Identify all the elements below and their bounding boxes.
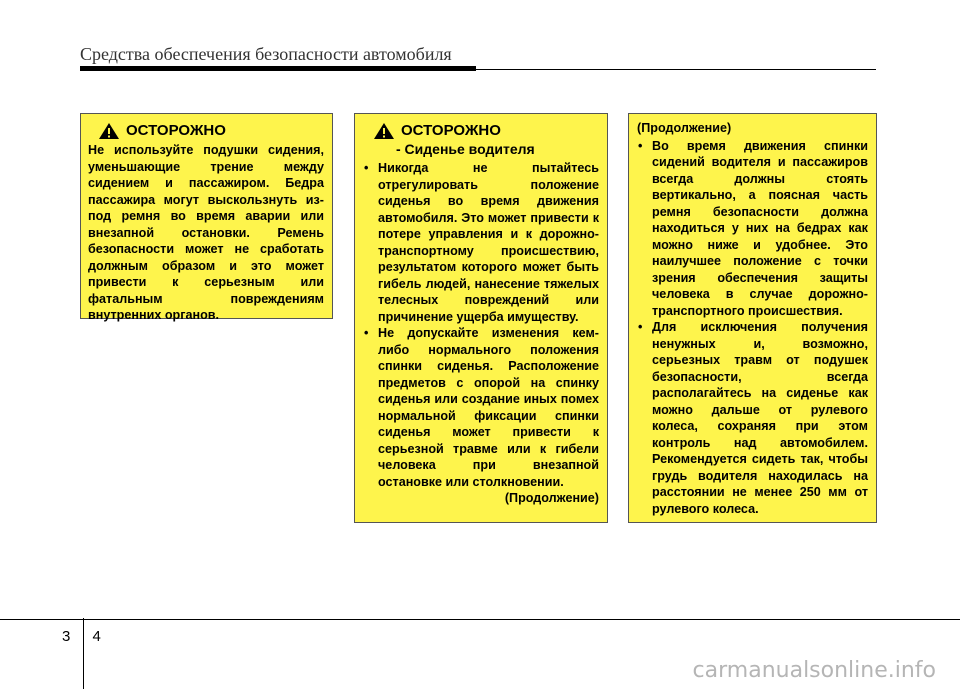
watermark: carmanualsonline.info (692, 658, 936, 683)
warning-title: ОСТОРОЖНО (126, 121, 226, 139)
warning-heading (88, 122, 324, 140)
page-number: 3 4 (62, 628, 110, 645)
page-header-title: Средства обеспечения безопасности автомобиля (80, 44, 452, 64)
warning-box-continued (628, 113, 877, 523)
warning-text: Не используйте подушки сидения, уменьшающие трение между сидением и пассажиром. Бедра пассажира могут выскользнуть из-под ремня во время аварии или внезапной остановки. Ремень безопасности может не сработать должным образом и это может привести к серьезным или фатальным повреждениям внутренних органов. (88, 143, 324, 322)
warning-triangle-icon (98, 122, 120, 140)
warning-bullet-list (637, 138, 868, 518)
warning-box-driver-seat (354, 113, 608, 523)
continued-label: (Продолжение) (637, 121, 732, 135)
warning-triangle-icon (373, 122, 395, 140)
header-rule-thin (476, 69, 876, 70)
bullet-item: • Не допускайте изменения кем-либо нормального положения спинки сиденья. Расположение предметов с опорой на спинку сиденья или создание иных помех нормальной фиксации спинки сиденья может привести к серьезной травме или к гибели человека при внезапной остановке или столкновении. (363, 325, 599, 490)
footer-rule (0, 619, 960, 620)
warning-bullet-list (363, 160, 599, 490)
warning-title: ОСТОРОЖНО (401, 121, 501, 139)
bullet-item: • Для исключения получения ненужных и, возможно, серьезных травм от подушек безопасности, всегда располагайтесь на сиденье как можно дальше от рулевого колеса, сохраняя при этом контроль над автомобилем. Рекомендуется сидеть так, чтобы грудь водителя находилась на расстоянии не менее 250 мм от рулевого колеса. (637, 319, 868, 517)
header-rule (80, 66, 476, 71)
warning-subtitle: - Сиденье водителя (396, 141, 535, 157)
bullet-item: • Никогда не пытайтесь отрегулировать положение сиденья во время движения автомобиля. Это может привести к потере управления и к дорожно-транспортному происшествию, результатом которого может быть гибель людей, нанесение тяжелых телесных повреждений или причинение ущерба имуществу. (363, 160, 599, 325)
bullet-item: • Во время движения спинки сидений водителя и пассажиров всегда должны стоять вертикально, а поясная часть ремня безопасности должна находиться у них на бедрах как можно ниже и удобнее. Это наилучшее положение с точки зрения обеспечения защиты человека в случае дорожно-транспортного происшествия. (637, 138, 868, 320)
continued-label: (Продолжение) (504, 491, 599, 505)
warning-heading (363, 122, 599, 140)
warning-box-seat-cushion (80, 113, 333, 322)
